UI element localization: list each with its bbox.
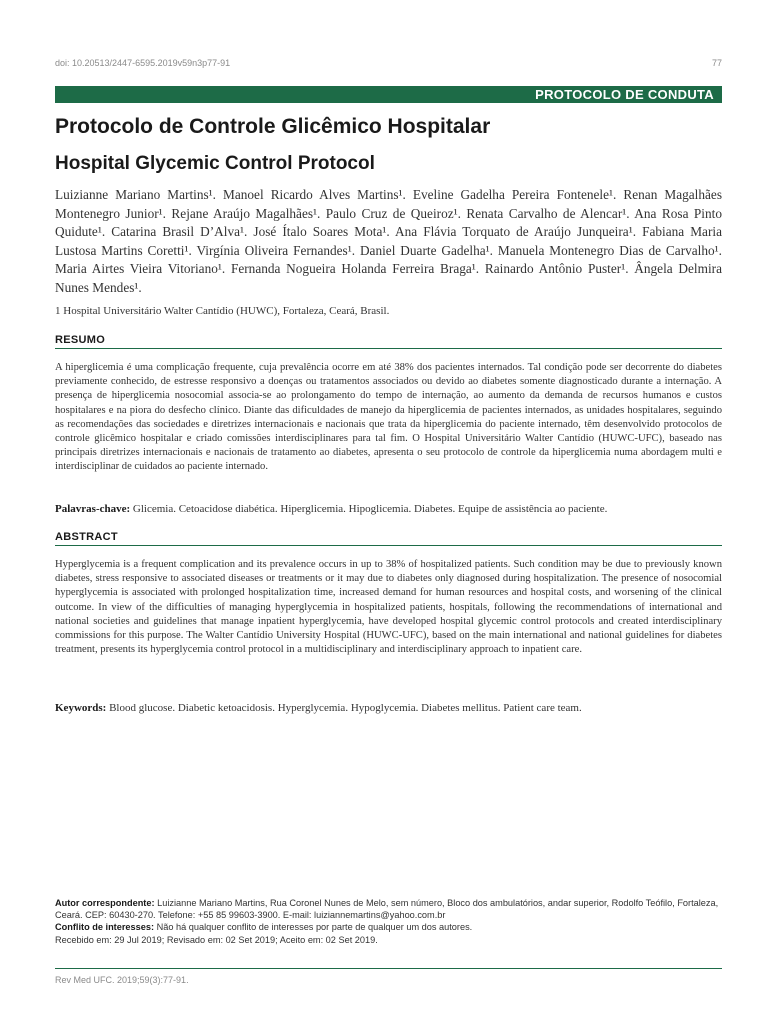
article-title-en: Hospital Glycemic Control Protocol: [55, 153, 375, 174]
keywords-label-en: Keywords:: [55, 702, 107, 714]
page-number: 77: [711, 58, 722, 68]
author-list: Luizianne Mariano Martins¹. Manoel Ricardo Alves Martins¹. Eveline Gadelha Pereira Fontenele¹. Renan Magalhães Montenegro Junior¹. Rejane Araújo Magalhães¹. Paulo Cruz de Queiroz¹. Renata Carvalho de Alencar¹. Ana Rosa Pinto Quidute¹. Catarina Brasil D’Alva¹. José Ítalo Soares Mota¹. Ana Flávia Torquato de Araújo Junqueira¹. Fabiana Maria Lustosa Martins Coretti¹. Virgínia Oliveira Fernandes¹. Daniel Duarte Gadelha¹. Manuela Montenegro Dias de Carvalho¹. Maria Airtes Vieira Vitoriano¹. Fernanda Nogueira Holanda Ferreira Braga¹. Rainardo Antônio Puster¹. Ângela Delmira Nunes Mendes¹.: [55, 187, 722, 295]
footer-rule: [55, 968, 722, 969]
affiliation: 1 Hospital Universitário Walter Cantídio (HUWC), Fortaleza, Ceará, Brasil.: [55, 305, 390, 317]
correspondence-block: [55, 897, 722, 946]
keywords-pt: Glicemia. Cetoacidose diabética. Hiperglicemia. Hipoglicemia. Diabetes. Equipe de assistência ao paciente.: [130, 503, 608, 515]
abstract-text: Hyperglycemia is a frequent complication and its prevalence occurs in up to 38% of hospitalized patients. Such condition may be due to previously known diabetes, stress responsive to associated diseases or treatments or it may due to diabetes only diagnosed during hospitalization. The presence of nosocomial hyperglycemia is associated with prolonged hospitalization time, increased demand for human resources and hospital costs, and worsening of the clinical outcome. In view of the difficulties of managing hyperglycemia in hospitalized patients, hospitals, following the recommendations of international and national societies and guidelines that manage inpatient hyperglycemia, have developed hospital glycemic control protocols and created interdisciplinary commissions for this purpose. The Walter Cantídio University Hospital (HUWC-UFC), based on the main international and national guidelines for diabetes treatment, presents its hyperglycemia control protocol in a multidisciplinary and interdisciplinary approach to inpatient care.: [55, 559, 722, 656]
article-title-pt: Protocolo de Controle Glicêmico Hospitalar: [55, 115, 491, 138]
corresponding-author-text: Luizianne Mariano Martins, Rua Coronel Nunes de Melo, sem número, Bloco dos ambulatórios, andar superior, Rodolfo Teófilo, Fortaleza, Ceará. CEP: 60430-270. Telefone: +55 85 99603-3900. E-mail: luiziannemartins@yahoo.com.br: [55, 898, 719, 921]
journal-citation: Rev Med UFC. 2019;59(3):77-91.: [55, 975, 189, 985]
keywords-en: Blood glucose. Diabetic ketoacidosis. Hyperglycemia. Hypoglycemia. Diabetes mellitus. Patient care team.: [106, 702, 582, 714]
conflict-text: Não há qualquer conflito de interesses por parte de qualquer um dos autores.: [154, 922, 473, 933]
abstract-heading: ABSTRACT: [55, 531, 118, 543]
doi-text: doi: 10.20513/2447-6595.2019v59n3p77-91: [55, 58, 231, 68]
resumo-keywords: [55, 503, 722, 515]
resumo-text: A hiperglicemia é uma complicação frequente, cuja prevalência ocorre em até 38% dos pacientes internados. Tal condição pode ser decorrente do diabetes previamente conhecido, de estresse responsivo a doenças ou tratamentos associados ou devido ao diabetes somente diagnosticado durante a internação. A presença de hiperglicemia nosocomial associa-se ao prolongamento do tempo de internação, ao aumento da demanda de recursos humanos e custos hospitalares e na piora do desfecho clínico. Diante das dificuldades de manejo da hiperglicemia de pacientes internados, as unidades hospitalares, seguindo as recomendações das sociedades e diretrizes internacionais e nacionais que trata da hiperglicemia do paciente internado, têm desenvolvido protocolos de controle glicêmico hospitalar e criado comissões interdisciplinares para tal fim. O Hospital Universitário Walter Cantídio (HUWC-UFC), baseado nas principais diretrizes internacionais e nacionais de tratamento ao diabetes, apresenta o seu protocolo de controle da hiperglicemia numa abordagem multi e interdisciplinar de cuidados ao paciente internado.: [55, 362, 722, 473]
corresponding-author: [55, 897, 722, 921]
submission-dates: Recebido em: 29 Jul 2019; Revisado em: 02 Set 2019; Aceito em: 02 Set 2019.: [55, 934, 378, 945]
abstract-rule: [55, 545, 722, 546]
section-banner: [55, 86, 722, 103]
keywords-label-pt: Palavras-chave:: [55, 503, 131, 515]
resumo-rule: [55, 348, 722, 349]
corresponding-author-label: Autor correspondente:: [55, 898, 155, 908]
section-label: PROTOCOLO DE CONDUTA: [535, 87, 714, 102]
abstract-keywords: [55, 702, 722, 714]
resumo-heading: RESUMO: [55, 334, 106, 346]
running-header: [55, 58, 722, 72]
conflict-of-interest: [55, 921, 722, 933]
conflict-label: Conflito de interesses:: [55, 922, 155, 933]
